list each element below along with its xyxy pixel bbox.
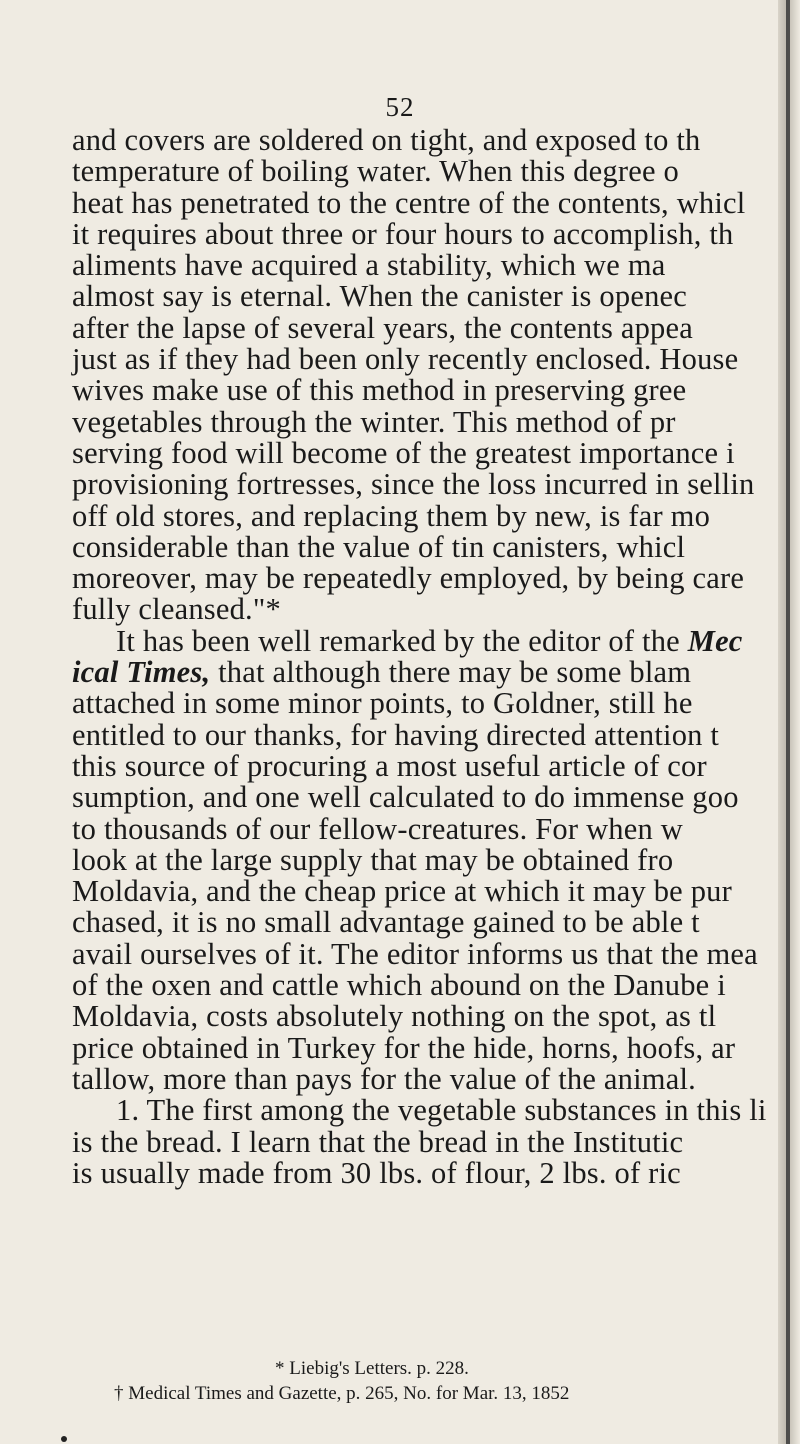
- text-line: is the bread. I learn that the bread in the Institutic: [72, 1124, 684, 1159]
- text-line: after the lapse of several years, the contents appea: [72, 310, 693, 345]
- text-line: serving food will become of the greatest importance i: [72, 435, 735, 470]
- text-line: moreover, may be repeatedly employed, by being care: [72, 561, 745, 596]
- text-line: this source of procuring a most useful article of cor: [72, 748, 707, 783]
- text-line: it requires about three or four hours to accomplish, th: [72, 216, 734, 251]
- text-line: fully cleansed."*: [72, 592, 281, 627]
- text-line: heat has penetrated to the centre of the contents, whicl: [72, 185, 746, 220]
- italic-run: Mec: [687, 623, 743, 658]
- binding-edge-line: [786, 0, 790, 1444]
- text-line: sumption, and one well calculated to do immense goo: [72, 780, 739, 815]
- text-line: entitled to our thanks, for having directed attention t: [72, 717, 720, 752]
- text-line: Moldavia, and the cheap price at which it may be pur: [72, 874, 732, 909]
- page-number: 52: [385, 92, 415, 122]
- footnote-1: * Liebig's Letters. p. 228.: [275, 1358, 469, 1379]
- text-line: vegetables through the winter. This method of pr: [72, 404, 676, 439]
- text-line: wives make use of this method in preserving gree: [72, 373, 687, 408]
- text-line: of the oxen and cattle which abound on the Danube i: [72, 968, 726, 1003]
- body-text: [72, 125, 800, 1189]
- footnote-2: † Medical Times and Gazette, p. 265, No. for Mar. 13, 1852: [114, 1383, 570, 1404]
- italic-run: ical Times,: [72, 655, 211, 690]
- text-line: off old stores, and replacing them by new, is far mo: [72, 498, 711, 533]
- text-line: look at the large supply that may be obtained fro: [72, 842, 674, 877]
- text-line: temperature of boiling water. When this degree o: [72, 154, 679, 189]
- text-line: and covers are soldered on tight, and exposed to th: [72, 123, 701, 157]
- text-line: [72, 623, 800, 658]
- text-line: avail ourselves of it. The editor informs us that the mea: [72, 936, 758, 971]
- text-line: tallow, more than pays for the value of the animal.: [72, 1061, 696, 1096]
- text-line: chased, it is no small advantage gained to be able t: [72, 905, 700, 940]
- text-line: attached in some minor points, to Goldner, still he: [72, 686, 693, 721]
- ink-spot: [61, 1436, 67, 1442]
- text-line: aliments have acquired a stability, which we ma: [72, 248, 666, 283]
- text-run: It has been well remarked by the editor of the: [116, 623, 688, 658]
- text-line: price obtained in Turkey for the hide, horns, hoofs, ar: [72, 1030, 736, 1065]
- text-line: almost say is eternal. When the canister is openec: [72, 279, 687, 314]
- text-run: that although there may be some blam: [210, 655, 692, 690]
- text-line: Moldavia, costs absolutely nothing on the spot, as tl: [72, 999, 717, 1034]
- text-line: is usually made from 30 lbs. of flour, 2 lbs. of ric: [72, 1155, 681, 1190]
- text-line: considerable than the value of tin canisters, whicl: [72, 529, 686, 564]
- text-line: 1. The first among the vegetable substances in this li: [116, 1093, 767, 1128]
- text-line: to thousands of our fellow-creatures. For when w: [72, 811, 683, 846]
- text-line: [72, 657, 800, 688]
- text-line: just as if they had been only recently enclosed. House: [72, 342, 739, 377]
- footnotes: [0, 1356, 800, 1406]
- text-line: provisioning fortresses, since the loss incurred in sellin: [72, 467, 755, 502]
